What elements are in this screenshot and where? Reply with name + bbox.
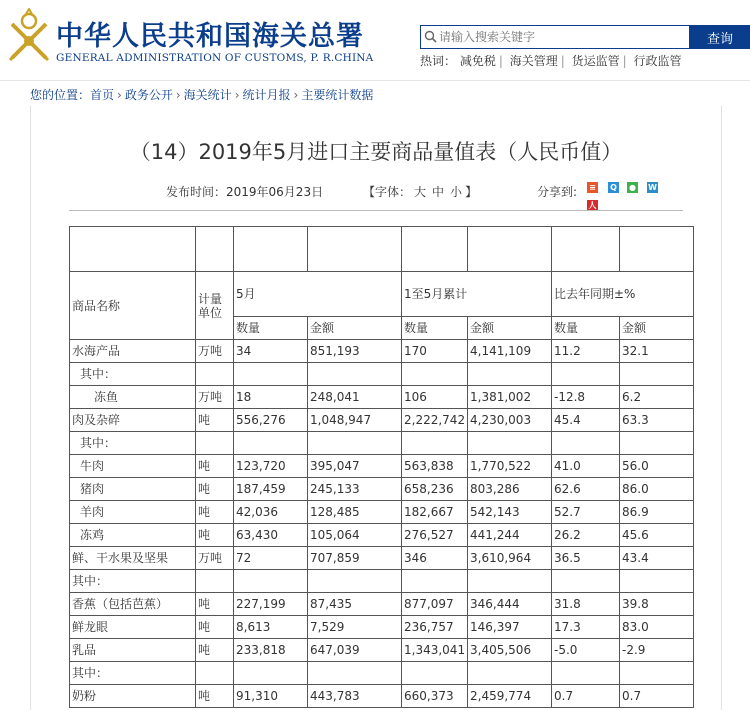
breadcrumb-bar <box>0 80 750 105</box>
cell-a: 707,859 <box>308 547 402 570</box>
cell-name: 鲜龙眼 <box>70 616 196 639</box>
cell-name: 其中： <box>70 570 196 593</box>
cell-ya: 86.9 <box>620 501 694 524</box>
cell-unit: 吨 <box>196 478 234 501</box>
cell-cq <box>402 662 468 685</box>
breadcrumb-item-main-data[interactable]: 主要统计数据 <box>301 88 374 102</box>
cell-name: 香蕉（包括芭蕉） <box>70 593 196 616</box>
cell-ya: 45.6 <box>620 524 694 547</box>
chevron-right-icon: › <box>293 88 299 102</box>
cell-q: 227,199 <box>234 593 308 616</box>
cell-unit <box>196 432 234 455</box>
share-people-icon[interactable]: 人 <box>588 201 597 210</box>
cell-q: 18 <box>234 386 308 409</box>
cell-q <box>234 432 308 455</box>
cell-ca <box>468 432 552 455</box>
cell-name: 其中： <box>70 363 196 386</box>
hotword-separator: | <box>498 54 503 68</box>
table-row <box>70 455 694 478</box>
cell-name: 冻鸡 <box>70 524 196 547</box>
cell-ya: 39.8 <box>620 593 694 616</box>
page-title: （14）2019年5月进口主要商品量值表（人民币值） <box>129 140 623 164</box>
cell-a <box>308 432 402 455</box>
cell-a: 395,047 <box>308 455 402 478</box>
hotword-separator: | <box>622 54 627 68</box>
cell-q: 34 <box>234 340 308 363</box>
table-spacer-row <box>70 227 694 272</box>
cell-ca: 441,244 <box>468 524 552 547</box>
cell-yq: 62.6 <box>552 478 620 501</box>
cell-unit: 吨 <box>196 616 234 639</box>
cell-ya <box>620 662 694 685</box>
cell-a: 87,435 <box>308 593 402 616</box>
cell-unit: 吨 <box>196 639 234 662</box>
subheader-qty: 数量 <box>234 317 308 340</box>
cell-ca: 4,230,003 <box>468 409 552 432</box>
cell-cq: 170 <box>402 340 468 363</box>
cell-ca <box>468 662 552 685</box>
cell-unit: 万吨 <box>196 547 234 570</box>
share-qzone-icon[interactable]: Q <box>608 182 619 193</box>
cell-unit: 吨 <box>196 409 234 432</box>
cell-name: 其中： <box>70 662 196 685</box>
cell-q: 556,276 <box>234 409 308 432</box>
cell-ya: 86.0 <box>620 478 694 501</box>
table-row <box>70 386 694 409</box>
cell-ca: 542,143 <box>468 501 552 524</box>
cell-yq: 41.0 <box>552 455 620 478</box>
hotword-link[interactable]: 减免税 <box>459 54 496 68</box>
cell-ya: 0.7 <box>620 685 694 708</box>
cell-ya: -2.9 <box>620 639 694 662</box>
cell-cq: 2,222,742 <box>402 409 468 432</box>
data-table <box>69 226 694 708</box>
table-row <box>70 363 694 386</box>
table-row <box>70 547 694 570</box>
header-yoy: 比去年同期±% <box>552 272 694 317</box>
hotword-link[interactable]: 行政监管 <box>633 54 682 68</box>
cell-a <box>308 363 402 386</box>
search-input[interactable] <box>439 28 687 45</box>
share-rss-icon[interactable]: ≡ <box>587 182 598 193</box>
cell-unit: 吨 <box>196 685 234 708</box>
cell-yq: 0.7 <box>552 685 620 708</box>
table-row <box>70 662 694 685</box>
cell-q: 42,036 <box>234 501 308 524</box>
cell-cq: 877,097 <box>402 593 468 616</box>
table-row <box>70 639 694 662</box>
cell-ca: 2,459,774 <box>468 685 552 708</box>
cell-yq: 11.2 <box>552 340 620 363</box>
subheader-qty: 数量 <box>552 317 620 340</box>
cell-cq <box>402 363 468 386</box>
cell-yq: 31.8 <box>552 593 620 616</box>
cell-yq <box>552 363 620 386</box>
table-row <box>70 593 694 616</box>
subheader-qty: 数量 <box>402 317 468 340</box>
cell-name: 牛肉 <box>70 455 196 478</box>
cell-unit <box>196 662 234 685</box>
subheader-amount: 金额 <box>468 317 552 340</box>
hotwords-label: 热词： <box>420 54 457 68</box>
search-button[interactable]: 查询 <box>689 25 750 49</box>
breadcrumb-prefix: 您的位置： <box>30 88 91 102</box>
cell-ca: 3,610,964 <box>468 547 552 570</box>
cell-q: 91,310 <box>234 685 308 708</box>
cell-unit: 吨 <box>196 593 234 616</box>
article-panel <box>30 106 722 710</box>
chevron-right-icon: › <box>175 88 181 102</box>
cell-ya: 6.2 <box>620 386 694 409</box>
cell-ca: 146,397 <box>468 616 552 639</box>
cell-cq: 106 <box>402 386 468 409</box>
cell-yq: 26.2 <box>552 524 620 547</box>
header-name: 商品名称 <box>70 272 196 340</box>
cell-yq: 52.7 <box>552 501 620 524</box>
cell-q <box>234 662 308 685</box>
font-medium-button[interactable]: 中 <box>432 185 445 199</box>
hotword-link[interactable]: 海关管理 <box>509 54 558 68</box>
share-wechat-icon[interactable]: ● <box>627 182 638 193</box>
cell-unit: 吨 <box>196 455 234 478</box>
table-row <box>70 409 694 432</box>
table-row <box>70 340 694 363</box>
cell-ya: 63.3 <box>620 409 694 432</box>
cell-a: 851,193 <box>308 340 402 363</box>
site-header <box>0 0 750 80</box>
chevron-right-icon: › <box>234 88 240 102</box>
subheader-amount: 金额 <box>620 317 694 340</box>
cell-a: 245,133 <box>308 478 402 501</box>
cell-a <box>308 662 402 685</box>
cell-name: 肉及杂碎 <box>70 409 196 432</box>
cell-name: 水海产品 <box>70 340 196 363</box>
table-row <box>70 570 694 593</box>
cell-name: 乳品 <box>70 639 196 662</box>
share-tencent-icon[interactable]: W <box>648 183 657 192</box>
cell-unit: 吨 <box>196 501 234 524</box>
cell-cq: 660,373 <box>402 685 468 708</box>
cell-cq: 658,236 <box>402 478 468 501</box>
cell-cq: 346 <box>402 547 468 570</box>
cell-ya <box>620 363 694 386</box>
cell-yq <box>552 662 620 685</box>
cell-yq: 45.4 <box>552 409 620 432</box>
table-header-row <box>70 272 694 317</box>
breadcrumb-item-gov[interactable]: 政务公开 <box>124 88 173 102</box>
cell-cq <box>402 432 468 455</box>
cell-q <box>234 570 308 593</box>
customs-emblem-icon[interactable] <box>4 8 54 66</box>
cell-ca: 3,405,506 <box>468 639 552 662</box>
cell-ya <box>620 570 694 593</box>
cell-yq <box>552 432 620 455</box>
cell-yq: 36.5 <box>552 547 620 570</box>
cell-a: 647,039 <box>308 639 402 662</box>
cell-yq: 17.3 <box>552 616 620 639</box>
cell-a: 248,041 <box>308 386 402 409</box>
header-cumulative: 1至5月累计 <box>402 272 552 317</box>
breadcrumb-item-home[interactable]: 首页 <box>90 88 115 102</box>
cell-ca: 4,141,109 <box>468 340 552 363</box>
cell-unit: 万吨 <box>196 340 234 363</box>
font-size-switcher <box>363 183 477 200</box>
cell-ca: 1,381,002 <box>468 386 552 409</box>
cell-q: 187,459 <box>234 478 308 501</box>
header-may: 5月 <box>234 272 402 317</box>
hotwords-bar <box>420 52 682 69</box>
font-small-button[interactable]: 小 <box>450 185 463 199</box>
cell-yq <box>552 570 620 593</box>
cell-name: 其中： <box>70 432 196 455</box>
cell-name: 羊肉 <box>70 501 196 524</box>
cell-cq: 1,343,041 <box>402 639 468 662</box>
search-box <box>420 25 691 49</box>
cell-ca <box>468 570 552 593</box>
search-icon <box>424 30 437 43</box>
cell-cq: 236,757 <box>402 616 468 639</box>
cell-a: 443,783 <box>308 685 402 708</box>
header-unit: 计量单位 <box>196 272 234 340</box>
cell-ya: 32.1 <box>620 340 694 363</box>
cell-unit: 吨 <box>196 524 234 547</box>
cell-ya: 43.4 <box>620 547 694 570</box>
cell-ya <box>620 432 694 455</box>
font-large-button[interactable]: 大 <box>414 185 427 199</box>
cell-name: 鲜、干水果及坚果 <box>70 547 196 570</box>
cell-q: 123,720 <box>234 455 308 478</box>
cell-ca <box>468 363 552 386</box>
cell-cq: 182,667 <box>402 501 468 524</box>
table-row <box>70 501 694 524</box>
cell-a: 7,529 <box>308 616 402 639</box>
cell-ca: 1,770,522 <box>468 455 552 478</box>
cell-q: 233,818 <box>234 639 308 662</box>
cell-unit <box>196 363 234 386</box>
cell-ya: 56.0 <box>620 455 694 478</box>
cell-cq: 563,838 <box>402 455 468 478</box>
table-row <box>70 616 694 639</box>
hotword-separator: | <box>560 54 565 68</box>
cell-ca: 346,444 <box>468 593 552 616</box>
table-row <box>70 478 694 501</box>
cell-a: 105,064 <box>308 524 402 547</box>
cell-cq: 276,527 <box>402 524 468 547</box>
cell-q <box>234 363 308 386</box>
font-size-label-open: 【字体： <box>363 185 412 199</box>
cell-q: 72 <box>234 547 308 570</box>
cell-a: 1,048,947 <box>308 409 402 432</box>
cell-q: 8,613 <box>234 616 308 639</box>
cell-yq: -5.0 <box>552 639 620 662</box>
cell-unit <box>196 570 234 593</box>
cell-q: 63,430 <box>234 524 308 547</box>
cell-ya: 83.0 <box>620 616 694 639</box>
chevron-right-icon: › <box>117 88 122 102</box>
site-logo-subtitle: GENERAL ADMINISTRATION OF CUSTOMS, P. R.CHINA <box>56 52 374 64</box>
breadcrumb-item-monthly[interactable]: 统计月报 <box>242 88 291 102</box>
table-row <box>70 524 694 547</box>
breadcrumb-item-statistics[interactable]: 海关统计 <box>183 88 232 102</box>
share-label: 分享到: <box>537 185 578 199</box>
breadcrumb <box>30 86 373 103</box>
cell-name: 奶粉 <box>70 685 196 708</box>
cell-name: 冻鱼 <box>70 386 196 409</box>
cell-yq: -12.8 <box>552 386 620 409</box>
font-size-label-close: 】 <box>465 185 478 199</box>
cell-a <box>308 570 402 593</box>
cell-unit: 万吨 <box>196 386 234 409</box>
cell-name: 猪肉 <box>70 478 196 501</box>
cell-ca: 803,286 <box>468 478 552 501</box>
table-row <box>70 432 694 455</box>
table-row <box>70 685 694 708</box>
divider <box>69 210 683 211</box>
hotword-link[interactable]: 货运监管 <box>571 54 620 68</box>
publish-date: 发布时间：2019年06月23日 <box>166 185 324 199</box>
cell-cq <box>402 570 468 593</box>
site-logo-title[interactable]: 中华人民共和国海关总署 <box>56 21 364 52</box>
subheader-amount: 金额 <box>308 317 402 340</box>
cell-a: 128,485 <box>308 501 402 524</box>
